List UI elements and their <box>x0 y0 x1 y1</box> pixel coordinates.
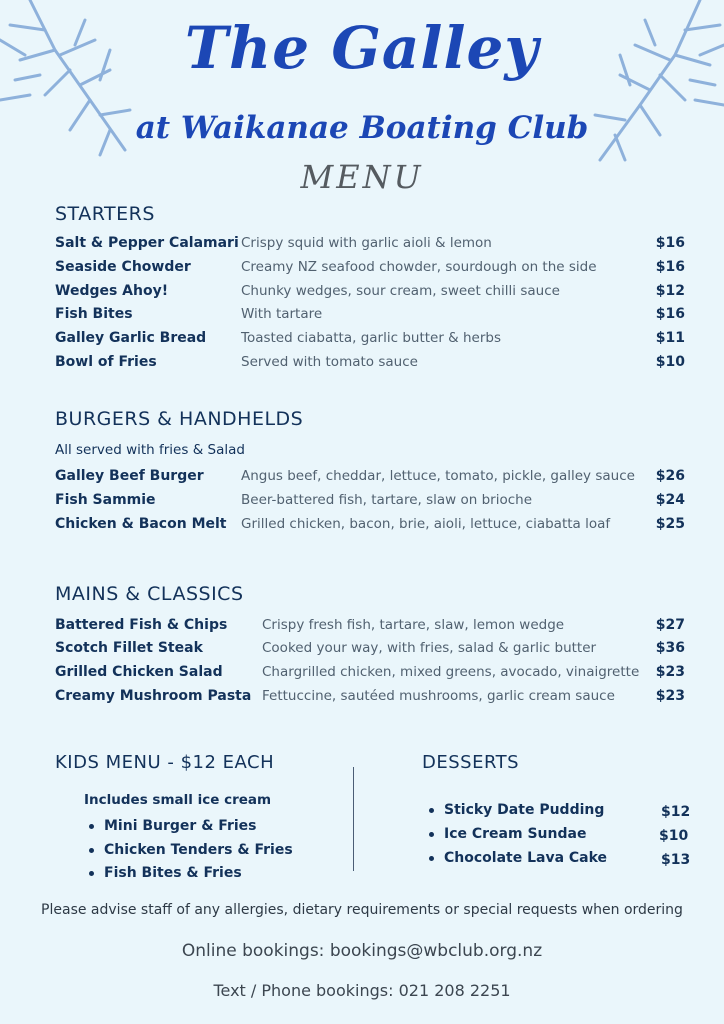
item-description: Served with tomato sauce <box>241 354 418 370</box>
menu-item <box>55 259 685 281</box>
burgers-title: BURGERS & HANDHELDS <box>55 408 304 430</box>
item-price: $23 <box>655 688 685 704</box>
menu-item <box>55 235 685 257</box>
item-price: $12 <box>655 283 685 299</box>
desserts-title: DESSERTS <box>422 752 520 773</box>
item-description: Toasted ciabatta, garlic butter & herbs <box>241 330 502 346</box>
item-description: Creamy NZ seafood chowder, sourdough on the side <box>241 259 597 275</box>
item-description: Cooked your way, with fries, salad & garlic butter <box>262 640 597 656</box>
item-description: Angus beef, cheddar, lettuce, tomato, pickle, galley sauce <box>241 468 635 484</box>
phone-bookings: Text / Phone bookings: 021 208 2251 <box>213 981 511 1000</box>
list-item <box>89 818 257 834</box>
item-description: Fettuccine, sautéed mushrooms, garlic cream sauce <box>262 688 615 704</box>
kids-title: KIDS MENU - $12 EACH <box>55 752 275 773</box>
dessert-name: Sticky Date Pudding <box>444 802 605 818</box>
bullet-icon <box>429 856 434 861</box>
dessert-name: Chocolate Lava Cake <box>444 850 608 866</box>
item-price: $26 <box>655 468 685 484</box>
item-description: Beer-battered fish, tartare, slaw on brioche <box>241 492 532 508</box>
item-name: Bowl of Fries <box>55 354 157 370</box>
item-price: $16 <box>655 306 685 322</box>
item-description: With tartare <box>241 306 323 322</box>
menu-item <box>55 516 685 538</box>
item-name: Wedges Ahoy! <box>55 283 169 299</box>
column-divider <box>353 767 354 871</box>
dessert-price: $12 <box>661 804 691 820</box>
menu-item <box>55 306 685 328</box>
restaurant-title: The Galley <box>184 14 540 82</box>
menu-item <box>55 330 685 352</box>
item-name: Galley Beef Burger <box>55 468 204 484</box>
online-bookings: Online bookings: bookings@wbclub.org.nz <box>181 941 543 961</box>
menu-item <box>55 664 685 686</box>
mains-title: MAINS & CLASSICS <box>55 583 244 605</box>
allergy-notice: Please advise staff of any allergies, dietary requirements or special requests when ordering <box>41 902 683 918</box>
item-price: $11 <box>655 330 685 346</box>
bullet-icon <box>89 848 94 853</box>
kids-note: Includes small ice cream <box>84 792 272 808</box>
item-name: Fish Bites <box>55 306 133 322</box>
item-name: Galley Garlic Bread <box>55 330 207 346</box>
item-description: Crispy squid with garlic aioli & lemon <box>241 235 492 251</box>
list-item <box>429 826 586 842</box>
item-name: Creamy Mushroom Pasta <box>55 688 252 704</box>
kids-item-label: Fish Bites & Fries <box>104 865 242 881</box>
item-price: $36 <box>655 640 685 656</box>
item-name: Chicken & Bacon Melt <box>55 516 227 532</box>
item-price: $16 <box>655 259 685 275</box>
item-name: Seaside Chowder <box>55 259 191 275</box>
item-description: Chunky wedges, sour cream, sweet chilli sauce <box>241 283 560 299</box>
bullet-icon <box>89 871 94 876</box>
item-price: $27 <box>655 617 685 633</box>
item-name: Battered Fish & Chips <box>55 617 228 633</box>
menu-item <box>55 688 685 710</box>
item-name: Scotch Fillet Steak <box>55 640 203 656</box>
item-price: $25 <box>655 516 685 532</box>
item-name: Grilled Chicken Salad <box>55 664 223 680</box>
list-item <box>429 850 607 866</box>
item-name: Salt & Pepper Calamari <box>55 235 239 251</box>
item-price: $10 <box>655 354 685 370</box>
kids-item-label: Mini Burger & Fries <box>104 818 257 834</box>
starters-title: STARTERS <box>55 203 155 225</box>
menu-heading: MENU <box>300 158 424 196</box>
menu-item <box>55 492 685 514</box>
item-description: Crispy fresh fish, tartare, slaw, lemon wedge <box>262 617 565 633</box>
bullet-icon <box>429 832 434 837</box>
menu-item <box>55 640 685 662</box>
menu-item <box>55 617 685 639</box>
restaurant-subtitle: at Waikanae Boating Club <box>135 110 589 146</box>
dessert-price: $13 <box>661 852 691 868</box>
item-description: Chargrilled chicken, mixed greens, avocado, vinaigrette <box>262 664 640 680</box>
menu-item <box>55 354 685 376</box>
menu-item <box>55 468 685 490</box>
bullet-icon <box>89 824 94 829</box>
list-item <box>89 865 242 881</box>
menu-item <box>55 283 685 305</box>
item-price: $24 <box>655 492 685 508</box>
list-item <box>89 842 293 858</box>
list-item <box>429 802 604 818</box>
item-price: $23 <box>655 664 685 680</box>
kids-item-label: Chicken Tenders & Fries <box>104 842 293 858</box>
item-description: Grilled chicken, bacon, brie, aioli, lettuce, ciabatta loaf <box>241 516 611 532</box>
burgers-note: All served with fries & Salad <box>55 442 245 458</box>
item-name: Fish Sammie <box>55 492 156 508</box>
item-price: $16 <box>655 235 685 251</box>
dessert-name: Ice Cream Sundae <box>444 826 587 842</box>
dessert-price: $10 <box>659 828 689 844</box>
bullet-icon <box>429 808 434 813</box>
